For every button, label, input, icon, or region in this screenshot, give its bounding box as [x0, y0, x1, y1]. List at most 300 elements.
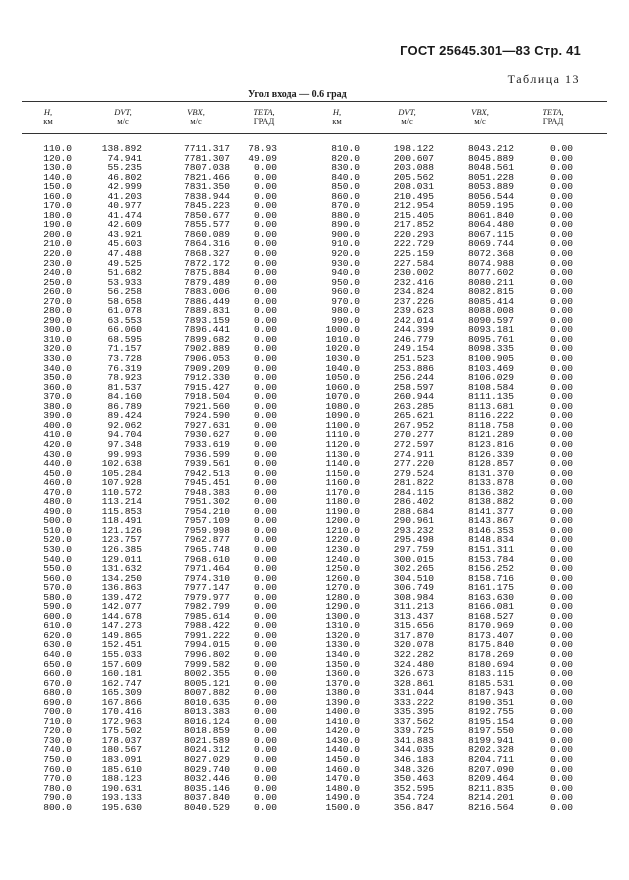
table-cell: 0.00	[549, 324, 573, 336]
table-cell: 8072.368	[467, 248, 514, 260]
table-cell: 302.265	[393, 563, 434, 575]
table-cell: 322.282	[393, 648, 434, 660]
table-cell: 1180.0	[325, 496, 360, 508]
table-cell: 8106.029	[467, 372, 514, 384]
table-cell: 134.250	[101, 572, 142, 584]
table-cell: 150.0	[43, 181, 72, 193]
table-cell: 149.865	[101, 629, 142, 641]
table-cell: 0.00	[253, 333, 277, 345]
table-cell: 400.0	[43, 419, 72, 431]
table-cell: 8170.969	[467, 620, 514, 632]
col-header-dvt-right: DVT, м/с	[398, 107, 416, 126]
table-cell: 8043.212	[467, 143, 514, 154]
table-cell: 8080.211	[467, 276, 514, 288]
table-cell: 8180.694	[467, 658, 514, 670]
table-cell: 8035.146	[183, 782, 230, 794]
table-cell: 8061.840	[467, 209, 514, 221]
table-cell: 225.159	[393, 248, 434, 260]
table-cell: 293.232	[393, 524, 434, 536]
table-cell: 7951.302	[183, 496, 230, 508]
table-cell: 7902.889	[183, 343, 230, 355]
table-cell: 1040.0	[325, 362, 360, 374]
table-cell: 0.00	[549, 190, 573, 202]
table-cell: 7896.441	[183, 324, 230, 336]
table-cell: 0.00	[253, 677, 277, 689]
table-cell: 720.0	[43, 725, 72, 737]
table-cell: 950.0	[331, 276, 360, 288]
table-cell: 63.553	[107, 314, 142, 326]
table-cell: 138.892	[101, 143, 142, 154]
table-cell: 0.00	[549, 353, 573, 365]
table-cell: 0.00	[253, 276, 277, 288]
table-cell: 0.00	[549, 343, 573, 355]
table-cell: 220.0	[43, 248, 72, 260]
table-cell: 1460.0	[325, 763, 360, 775]
table-cell: 288.684	[393, 505, 434, 517]
table-cell: 0.00	[253, 792, 277, 804]
table-cell: 7807.038	[183, 162, 230, 174]
table-cell: 120.0	[43, 152, 72, 164]
table-cell: 0.00	[549, 620, 573, 632]
table-cell: 1290.0	[325, 601, 360, 613]
table-cell: 8131.370	[467, 467, 514, 479]
col-header-vbx-left: VBX, м/с	[187, 107, 205, 126]
table-cell: 1250.0	[325, 563, 360, 575]
table-cell: 640.0	[43, 648, 72, 660]
table-cell: 1100.0	[325, 419, 360, 431]
table-cell: 8116.222	[467, 410, 514, 422]
table-cell: 165.309	[101, 687, 142, 699]
table-cell: 1190.0	[325, 505, 360, 517]
table-cell: 7965.748	[183, 543, 230, 555]
table-cell: 234.824	[393, 286, 434, 298]
table-cell: 232.416	[393, 276, 434, 288]
table-cell: 300.015	[393, 553, 434, 565]
table-cell: 7781.307	[183, 152, 230, 164]
table-cell: 700.0	[43, 706, 72, 718]
table-cell: 7982.799	[183, 601, 230, 613]
column-teta-right	[540, 144, 573, 812]
table-cell: 0.00	[549, 381, 573, 393]
table-cell: 0.00	[253, 553, 277, 565]
table-cell: 0.00	[253, 419, 277, 431]
table-cell: 8195.154	[467, 715, 514, 727]
table-cell: 750.0	[43, 754, 72, 765]
table-cell: 0.00	[253, 438, 277, 450]
table-cell: 42.609	[107, 219, 142, 231]
table-cell: 295.498	[393, 534, 434, 546]
table-cell: 730.0	[43, 734, 72, 746]
table-cell: 0.00	[253, 400, 277, 412]
table-cell: 7968.610	[183, 553, 230, 565]
table-cell: 193.133	[101, 792, 142, 804]
table-cell: 7939.561	[183, 458, 230, 470]
table-cell: 1280.0	[325, 591, 360, 603]
table-cell: 1020.0	[325, 343, 360, 355]
table-cell: 8178.269	[467, 648, 514, 660]
table-cell: 0.00	[253, 248, 277, 260]
table-cell: 346.183	[393, 754, 434, 765]
table-cell: 335.395	[393, 706, 434, 718]
table-cell: 253.886	[393, 362, 434, 374]
table-cell: 0.00	[549, 801, 573, 813]
table-cell: 1000.0	[325, 324, 360, 336]
table-cell: 8045.889	[467, 152, 514, 164]
table-cell: 1330.0	[325, 639, 360, 651]
table-cell: 8185.531	[467, 677, 514, 689]
table-cell: 230.0	[43, 257, 72, 269]
table-cell: 8192.755	[467, 706, 514, 718]
table-cell: 0.00	[253, 515, 277, 527]
table-cell: 0.00	[549, 744, 573, 756]
table-cell: 121.126	[101, 524, 142, 536]
table-cell: 0.00	[253, 238, 277, 250]
table-cell: 8024.312	[183, 744, 230, 756]
table-cell: 8175.840	[467, 639, 514, 651]
table-cell: 610.0	[43, 620, 72, 632]
table-cell: 270.277	[393, 429, 434, 441]
table-cell: 41.203	[107, 190, 142, 202]
table-cell: 580.0	[43, 591, 72, 603]
table-cell: 810.0	[331, 143, 360, 154]
table-cell: 930.0	[331, 257, 360, 269]
table-cell: 0.00	[253, 209, 277, 221]
table-cell: 1050.0	[325, 372, 360, 384]
table-cell: 1030.0	[325, 353, 360, 365]
table-cell: 1360.0	[325, 668, 360, 680]
table-cell: 61.078	[107, 305, 142, 317]
table-cell: 8037.840	[183, 792, 230, 804]
table-cell: 155.033	[101, 648, 142, 660]
table-cell: 51.682	[107, 267, 142, 279]
table-cell: 162.747	[101, 677, 142, 689]
table-cell: 0.00	[253, 706, 277, 718]
table-cell: 0.00	[253, 801, 277, 813]
table-cell: 172.963	[101, 715, 142, 727]
table-cell: 7821.466	[183, 171, 230, 183]
table-cell: 370.0	[43, 391, 72, 403]
table-cell: 136.863	[101, 582, 142, 594]
table-cell: 45.603	[107, 238, 142, 250]
table-cell: 670.0	[43, 677, 72, 689]
table-cell: 8148.834	[467, 534, 514, 546]
table-cell: 0.00	[253, 734, 277, 746]
table-cell: 480.0	[43, 496, 72, 508]
table-cell: 7974.310	[183, 572, 230, 584]
table-cell: 0.00	[549, 639, 573, 651]
table-cell: 520.0	[43, 534, 72, 546]
table-cell: 1420.0	[325, 725, 360, 737]
table-cell: 7936.599	[183, 448, 230, 460]
table-cell: 7711.317	[183, 143, 230, 154]
table-cell: 129.011	[101, 553, 142, 565]
table-cell: 7912.330	[183, 372, 230, 384]
table-cell: 1200.0	[325, 515, 360, 527]
table-cell: 0.00	[253, 286, 277, 298]
table-cell: 630.0	[43, 639, 72, 651]
table-cell: 0.00	[549, 267, 573, 279]
table-cell: 330.0	[43, 353, 72, 365]
table-cell: 313.437	[393, 610, 434, 622]
table-cell: 8163.630	[467, 591, 514, 603]
table-cell: 8103.469	[467, 362, 514, 374]
table-cell: 333.222	[393, 696, 434, 708]
table-cell: 0.00	[253, 496, 277, 508]
table-cell: 190.0	[43, 219, 72, 231]
table-cell: 1070.0	[325, 391, 360, 403]
table-cell: 8211.835	[467, 782, 514, 794]
table-cell: 8074.988	[467, 257, 514, 269]
table-cell: 46.802	[107, 171, 142, 183]
table-cell: 7899.682	[183, 333, 230, 345]
column-h-left	[26, 144, 72, 812]
table-cell: 272.597	[393, 438, 434, 450]
table-cell: 0.00	[253, 410, 277, 422]
table-cell: 0.00	[549, 333, 573, 345]
table-cell: 990.0	[331, 314, 360, 326]
table-cell: 420.0	[43, 438, 72, 450]
table-cell: 0.00	[549, 458, 573, 470]
table-cell: 910.0	[331, 238, 360, 250]
table-cell: 290.961	[393, 515, 434, 527]
table-cell: 1230.0	[325, 543, 360, 555]
table-cell: 265.621	[393, 410, 434, 422]
table-cell: 650.0	[43, 658, 72, 670]
table-cell: 0.00	[253, 610, 277, 622]
table-cell: 7872.172	[183, 257, 230, 269]
table-cell: 8032.446	[183, 773, 230, 785]
table-cell: 680.0	[43, 687, 72, 699]
table-cell: 0.00	[549, 706, 573, 718]
table-cell: 8090.597	[467, 314, 514, 326]
table-cell: 380.0	[43, 400, 72, 412]
table-cell: 270.0	[43, 295, 72, 307]
table-cell: 306.749	[393, 582, 434, 594]
table-cell: 8010.635	[183, 696, 230, 708]
table-cell: 0.00	[253, 381, 277, 393]
table-cell: 71.157	[107, 343, 142, 355]
table-cell: 0.00	[549, 591, 573, 603]
page-header: ГОСТ 25645.301—83 Стр. 41	[400, 43, 581, 58]
table-cell: 0.00	[253, 629, 277, 641]
table-cell: 0.00	[549, 486, 573, 498]
table-cell: 0.00	[549, 276, 573, 288]
table-cell: 0.00	[253, 620, 277, 632]
table-cell: 217.852	[393, 219, 434, 231]
table-cell: 160.181	[101, 668, 142, 680]
table-cell: 8082.815	[467, 286, 514, 298]
table-cell: 280.0	[43, 305, 72, 317]
table-cell: 0.00	[253, 257, 277, 269]
column-dvt-left	[90, 144, 142, 812]
table-cell: 7875.884	[183, 267, 230, 279]
table-cell: 1300.0	[325, 610, 360, 622]
table-cell: 0.00	[253, 372, 277, 384]
table-cell: 76.319	[107, 362, 142, 374]
table-cell: 460.0	[43, 477, 72, 489]
table-cell: 7838.944	[183, 190, 230, 202]
table-cell: 0.00	[549, 715, 573, 727]
table-cell: 198.122	[393, 143, 434, 154]
table-cell: 1220.0	[325, 534, 360, 546]
table-cell: 0.00	[253, 543, 277, 555]
table-cell: 354.724	[393, 792, 434, 804]
table-cell: 89.424	[107, 410, 142, 422]
table-cell: 0.00	[549, 200, 573, 212]
table-cell: 8138.882	[467, 496, 514, 508]
table-cell: 350.0	[43, 372, 72, 384]
table-cell: 430.0	[43, 448, 72, 460]
table-cell: 0.00	[253, 524, 277, 536]
table-cell: 0.00	[253, 696, 277, 708]
table-cell: 1470.0	[325, 773, 360, 785]
table-cell: 8183.115	[467, 668, 514, 680]
table-cell: 212.954	[393, 200, 434, 212]
table-cell: 0.00	[253, 219, 277, 231]
table-cell: 570.0	[43, 582, 72, 594]
table-cell: 1340.0	[325, 648, 360, 660]
table-cell: 0.00	[549, 773, 573, 785]
table-cell: 0.00	[549, 601, 573, 613]
table-cell: 8143.867	[467, 515, 514, 527]
table-cell: 940.0	[331, 267, 360, 279]
table-cell: 8209.464	[467, 773, 514, 785]
table-cell: 0.00	[549, 553, 573, 565]
table-cell: 249.154	[393, 343, 434, 355]
table-cell: 1350.0	[325, 658, 360, 670]
table-cell: 7886.449	[183, 295, 230, 307]
table-cell: 105.284	[101, 467, 142, 479]
table-cell: 47.488	[107, 248, 142, 260]
col-header-teta-left: TETA, ГРАД	[253, 107, 275, 126]
col-header-h-right: H, км	[332, 107, 342, 126]
table-cell: 0.00	[253, 200, 277, 212]
table-cell: 260.944	[393, 391, 434, 403]
table-cell: 0.00	[253, 658, 277, 670]
table-cell: 8173.407	[467, 629, 514, 641]
table-cell: 7930.627	[183, 429, 230, 441]
table-cell: 0.00	[253, 429, 277, 441]
table-cell: 350.463	[393, 773, 434, 785]
table-cell: 180.0	[43, 209, 72, 221]
table-cell: 8121.289	[467, 429, 514, 441]
table-cell: 348.326	[393, 763, 434, 775]
table-cell: 107.928	[101, 477, 142, 489]
table-cell: 356.847	[393, 801, 434, 813]
table-cell: 8016.124	[183, 715, 230, 727]
table-cell: 8098.335	[467, 343, 514, 355]
table-cell: 7883.006	[183, 286, 230, 298]
table-cell: 126.385	[101, 543, 142, 555]
table-cell: 0.00	[253, 477, 277, 489]
table-cell: 0.00	[253, 668, 277, 680]
table-cell: 8161.175	[467, 582, 514, 594]
table-cell: 590.0	[43, 601, 72, 613]
table-cell: 870.0	[331, 200, 360, 212]
table-cell: 1080.0	[325, 400, 360, 412]
table-cell: 7893.159	[183, 314, 230, 326]
table-cell: 1390.0	[325, 696, 360, 708]
table-cell: 1210.0	[325, 524, 360, 536]
table-cell: 7948.383	[183, 486, 230, 498]
table-cell: 0.00	[549, 467, 573, 479]
table-cell: 1150.0	[325, 467, 360, 479]
table-cell: 240.0	[43, 267, 72, 279]
table-cell: 0.00	[549, 687, 573, 699]
table-cell: 8111.135	[467, 391, 514, 403]
table-cell: 0.00	[253, 295, 277, 307]
table-cell: 86.789	[107, 400, 142, 412]
table-cell: 246.779	[393, 333, 434, 345]
table-cell: 208.031	[393, 181, 434, 193]
table-cell: 0.00	[549, 563, 573, 575]
table-cell: 227.584	[393, 257, 434, 269]
table-cell: 1270.0	[325, 582, 360, 594]
table-cell: 0.00	[549, 248, 573, 260]
col-header-vbx-right: VBX, м/с	[471, 107, 489, 126]
table-cell: 8048.561	[467, 162, 514, 174]
table-cell: 7994.015	[183, 639, 230, 651]
table-cell: 8069.744	[467, 238, 514, 250]
table-cell: 8197.550	[467, 725, 514, 737]
table-cell: 297.759	[393, 543, 434, 555]
table-cell: 0.00	[253, 448, 277, 460]
table-cell: 7906.053	[183, 353, 230, 365]
table-cell: 0.00	[549, 152, 573, 164]
table-cell: 0.00	[253, 601, 277, 613]
table-cell: 8151.311	[467, 543, 514, 555]
table-cell: 890.0	[331, 219, 360, 231]
table-cell: 205.562	[393, 171, 434, 183]
table-cell: 7977.147	[183, 582, 230, 594]
table-cell: 8123.816	[467, 438, 514, 450]
table-cell: 267.952	[393, 419, 434, 431]
table-cell: 0.00	[253, 190, 277, 202]
table-cell: 8093.181	[467, 324, 514, 336]
table-cell: 8095.761	[467, 333, 514, 345]
table-cell: 8108.584	[467, 381, 514, 393]
table-cell: 760.0	[43, 763, 72, 775]
table-cell: 339.725	[393, 725, 434, 737]
table-cell: 8126.339	[467, 448, 514, 460]
table-cell: 8051.228	[467, 171, 514, 183]
table-cell: 620.0	[43, 629, 72, 641]
header-bottom-rule	[22, 133, 607, 134]
table-cell: 7924.590	[183, 410, 230, 422]
table-cell: 0.00	[549, 696, 573, 708]
table-cell: 49.09	[248, 152, 277, 164]
table-cell: 277.220	[393, 458, 434, 470]
table-cell: 7999.582	[183, 658, 230, 670]
table-cell: 7918.504	[183, 391, 230, 403]
table-cell: 1260.0	[325, 572, 360, 584]
table-cell: 8056.544	[467, 190, 514, 202]
column-teta-left	[244, 144, 277, 812]
table-cell: 8214.201	[467, 792, 514, 804]
table-cell: 320.0	[43, 343, 72, 355]
table-cell: 8199.941	[467, 734, 514, 746]
table-cell: 7988.422	[183, 620, 230, 632]
table-cell: 8059.195	[467, 200, 514, 212]
table-cell: 131.632	[101, 563, 142, 575]
table-cell: 152.451	[101, 639, 142, 651]
table-cell: 0.00	[549, 228, 573, 240]
table-cell: 8146.353	[467, 524, 514, 536]
table-cell: 0.00	[253, 171, 277, 183]
table-cell: 0.00	[253, 763, 277, 775]
table-cell: 1400.0	[325, 706, 360, 718]
table-cell: 850.0	[331, 181, 360, 193]
